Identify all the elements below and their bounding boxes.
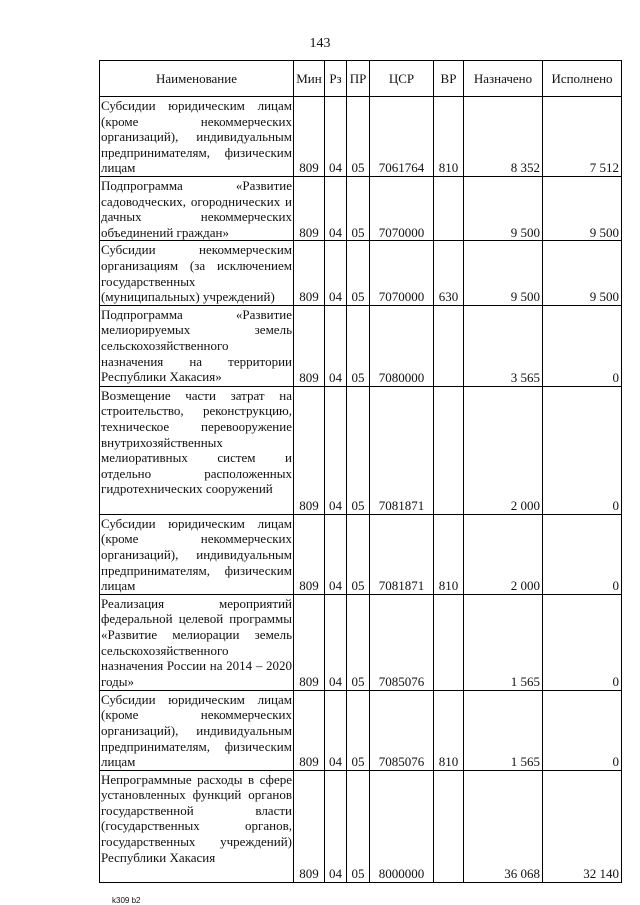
row-rz: 04 [325,386,347,514]
header-min: Мин [294,61,325,97]
table-row [100,386,622,514]
row-min: 809 [294,241,325,305]
row-rz: 04 [325,514,347,594]
row-min: 809 [294,97,325,177]
row-executed: 0 [543,386,622,514]
table-row [100,690,622,770]
row-min: 809 [294,690,325,770]
table-row [100,594,622,690]
row-min: 809 [294,386,325,514]
row-assigned: 1 565 [464,690,543,770]
row-assigned: 9 500 [464,241,543,305]
footer-code: k309 b2 [112,896,141,905]
row-rz: 04 [325,305,347,386]
header-rz: Рз [325,61,347,97]
row-executed: 9 500 [543,176,622,240]
row-pr: 05 [347,97,370,177]
row-assigned: 2 000 [464,386,543,514]
table-row [100,241,622,305]
row-vr [434,770,464,882]
row-csr: 7081871 [370,386,434,514]
row-executed: 32 140 [543,770,622,882]
row-csr: 7061764 [370,97,434,177]
table-row [100,770,622,882]
row-name: Подпрограмма «Развитие мелиорируемых земель сельскохозяйственного назначения на территории Республики Хакасия» [100,305,294,386]
row-rz: 04 [325,594,347,690]
row-csr: 7080000 [370,305,434,386]
row-vr [434,176,464,240]
row-rz: 04 [325,690,347,770]
row-pr: 05 [347,305,370,386]
row-rz: 04 [325,176,347,240]
row-vr [434,594,464,690]
row-csr: 7085076 [370,594,434,690]
row-executed: 7 512 [543,97,622,177]
row-csr: 7070000 [370,176,434,240]
header-pr: ПР [347,61,370,97]
table-header-row [100,61,622,97]
table-row [100,514,622,594]
row-csr: 7081871 [370,514,434,594]
row-rz: 04 [325,97,347,177]
row-vr: 810 [434,514,464,594]
row-name: Реализация мероприятий федеральной целевой программы «Развитие мелиорации земель сельскохозяйственного назначения России на 2014 – 2020 годы» [101,595,292,689]
row-vr [434,305,464,386]
row-assigned: 36 068 [464,770,543,882]
row-pr: 05 [347,770,370,882]
row-vr: 810 [434,690,464,770]
row-name: Субсидии юридическим лицам (кроме некоммерческих организаций), индивидуальным предпринимателям, физическим лицам [101,98,292,176]
row-min: 809 [294,514,325,594]
row-pr: 05 [347,176,370,240]
row-executed: 0 [543,305,622,386]
row-name: Субсидии юридическим лицам (кроме некоммерческих организаций), индивидуальным предпринимателям, физическим лицам [101,515,292,594]
row-name: Субсидии юридическим лицам (кроме некоммерческих организаций), индивидуальным предпринимателям, физическим лицам [101,691,292,770]
table-row [100,97,622,177]
header-csr: ЦСР [370,61,434,97]
row-csr: 7070000 [370,241,434,305]
row-name: Подпрограмма «Развитие садоводческих, огороднических и дачных некоммерческих объединений граждан» [101,177,292,240]
table-row [100,305,622,386]
row-pr: 05 [347,241,370,305]
header-assigned: Назначено [464,61,543,97]
row-assigned: 8 352 [464,97,543,177]
row-executed: 0 [543,594,622,690]
row-vr: 810 [434,97,464,177]
table-row [100,176,622,240]
row-assigned: 3 565 [464,305,543,386]
page-number: 143 [309,36,331,51]
row-executed: 9 500 [543,241,622,305]
row-min: 809 [294,176,325,240]
row-rz: 04 [325,241,347,305]
row-pr: 05 [347,594,370,690]
row-assigned: 2 000 [464,514,543,594]
header-vr: ВР [434,61,464,97]
header-name: Наименование [100,61,294,97]
row-executed: 0 [543,690,622,770]
row-csr: 8000000 [370,770,434,882]
row-pr: 05 [347,386,370,514]
header-executed: Исполнено [543,61,622,97]
row-pr: 05 [347,690,370,770]
row-min: 809 [294,594,325,690]
row-assigned: 1 565 [464,594,543,690]
row-rz: 04 [325,770,347,882]
row-csr: 7085076 [370,690,434,770]
row-pr: 05 [347,514,370,594]
row-assigned: 9 500 [464,176,543,240]
row-vr [434,386,464,514]
budget-table [99,60,622,883]
row-name: Непрограммные расходы в сфере установленных функций органов государственной власти (государственных органов, государственных учреждений) Республики Хакасия [100,770,294,882]
row-min: 809 [294,770,325,882]
row-name: Субсидии некоммерческим организациям (за исключением государственных (муниципальных) учреждений) [101,242,292,305]
row-executed: 0 [543,514,622,594]
row-vr: 630 [434,241,464,305]
row-name: Возмещение части затрат на строительство, реконструкцию, техническое перевооружение внутрихозяйственных мелиоративных систем и отдельно расположенных гидротехнических сооружений [100,386,294,514]
row-min: 809 [294,305,325,386]
